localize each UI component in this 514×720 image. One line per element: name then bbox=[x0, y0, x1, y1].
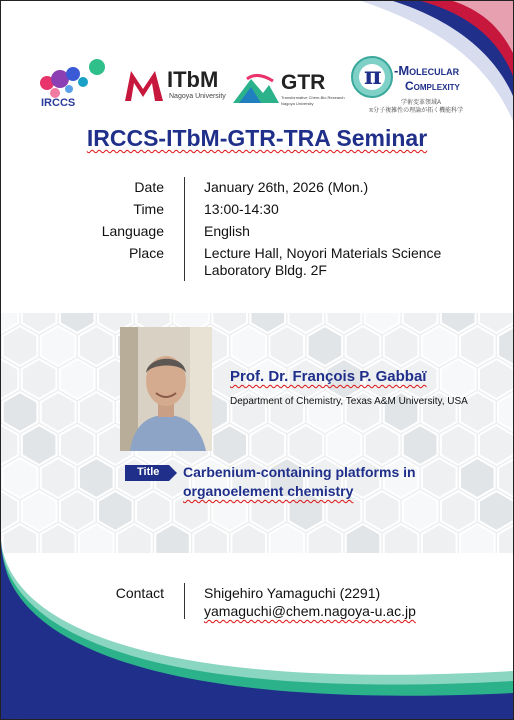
time-value: 13:00-14:30 bbox=[204, 201, 279, 217]
hexagon-tile bbox=[79, 326, 114, 366]
contact-email-wrap bbox=[204, 603, 494, 620]
logo-row bbox=[1, 53, 513, 123]
pi-japanese-line-1: 学術変革領域A bbox=[401, 100, 442, 106]
hexagon-tile bbox=[22, 425, 57, 465]
hexagon-tile bbox=[479, 425, 513, 465]
seminar-title: IRCCS-ITbM-GTR-TRA Seminar bbox=[86, 125, 428, 151]
hexagon-tile bbox=[308, 326, 343, 366]
hexagon-tile bbox=[231, 326, 266, 366]
hexagon-tile bbox=[346, 326, 381, 366]
hexagon-tile bbox=[479, 359, 513, 399]
hexagon-tile bbox=[479, 491, 513, 531]
contact-divider bbox=[184, 583, 185, 619]
ircc-text: IRCCS bbox=[41, 97, 76, 109]
hexagon-tile bbox=[441, 359, 476, 399]
title-tag bbox=[125, 465, 177, 481]
speaker-name: Prof. Dr. François P. Gabbaï bbox=[230, 368, 427, 385]
talk-title bbox=[183, 463, 483, 501]
hexagon-tile bbox=[384, 326, 419, 366]
talk-title-line-2: organoelement chemistry bbox=[183, 483, 354, 499]
hexagon-tile bbox=[22, 491, 57, 531]
hexagon-tile bbox=[1, 359, 18, 399]
hexagon-tile bbox=[270, 326, 305, 366]
bottom-swoosh-decoration bbox=[1, 541, 513, 719]
hexagon-tile bbox=[1, 425, 18, 465]
gtr-mountain-icon bbox=[233, 73, 279, 103]
date-label: Date bbox=[134, 179, 164, 195]
hexagon-tile bbox=[1, 491, 18, 531]
hexagon-tile bbox=[327, 425, 362, 465]
language-label: Language bbox=[101, 223, 164, 239]
hexagon-tile bbox=[60, 359, 95, 399]
hexagon-tile bbox=[41, 392, 76, 432]
date-value: January 26th, 2026 (Mon.) bbox=[204, 179, 369, 195]
hexagon-tile bbox=[365, 425, 400, 465]
itbm-subtext: Nagoya University bbox=[169, 93, 226, 100]
hexagon-tile bbox=[498, 392, 513, 432]
hexagon-tile bbox=[460, 326, 495, 366]
hexagon-tile bbox=[98, 491, 133, 531]
speaker-band bbox=[1, 313, 513, 553]
language-value: English bbox=[204, 223, 250, 239]
hexagon-tile bbox=[3, 458, 38, 498]
place-label: Place bbox=[128, 245, 164, 261]
hexagon-tile bbox=[422, 326, 457, 366]
hexagon-tile bbox=[79, 458, 114, 498]
hexagon-tile bbox=[498, 458, 513, 498]
gtr-subtext-2: Nagoya University bbox=[281, 101, 314, 106]
time-label: Time bbox=[133, 201, 164, 217]
hexagon-tile bbox=[250, 425, 285, 465]
hexagon-tile bbox=[3, 392, 38, 432]
hexagon-tile bbox=[60, 425, 95, 465]
pi-complexity-text: Complexity bbox=[405, 79, 460, 93]
hexagon-tile bbox=[289, 425, 324, 465]
hexagon-tile bbox=[441, 425, 476, 465]
talk-title-line-1: Carbenium-containing platforms in bbox=[183, 464, 416, 480]
speaker-affiliation: Department of Chemistry, Texas A&M University, USA bbox=[230, 396, 468, 407]
hexagon-tile bbox=[136, 491, 171, 531]
details-divider bbox=[184, 177, 185, 281]
gtr-subtext-1: Transformative Chem-Bio Research bbox=[281, 95, 345, 100]
contact-label: Contact bbox=[115, 585, 164, 601]
pi-japanese-line-2: π分子複雑性の理論が拓く機能科学 bbox=[369, 108, 464, 114]
hexagon-tile bbox=[41, 326, 76, 366]
hexagon-tile bbox=[212, 425, 247, 465]
itbm-text: ITbM bbox=[167, 67, 219, 92]
hexagon-tile bbox=[60, 491, 95, 531]
hexagon-tile bbox=[41, 458, 76, 498]
contact-email[interactable]: yamaguchi@chem.nagoya-u.ac.jp bbox=[204, 603, 416, 619]
pi-symbol: π bbox=[364, 61, 382, 90]
hexagon-tile bbox=[498, 326, 513, 366]
hexagon-tile bbox=[403, 425, 438, 465]
pi-molecular-text: -Molecular bbox=[394, 63, 460, 78]
hexagon-tile bbox=[22, 359, 57, 399]
place-value: Lecture Hall, Noyori Materials Science Laboratory Bldg. 2F bbox=[204, 245, 442, 278]
speaker-photo bbox=[120, 327, 212, 451]
itbm-mark-icon bbox=[123, 67, 165, 103]
title-tag-label: Title bbox=[137, 466, 160, 478]
hexagon-tile bbox=[79, 392, 114, 432]
hexagon-pattern-background bbox=[1, 313, 513, 553]
contact-name: Shigehiro Yamaguchi (2291) bbox=[204, 585, 381, 601]
gtr-text: GTR bbox=[281, 71, 326, 94]
hexagon-tile bbox=[3, 326, 38, 366]
